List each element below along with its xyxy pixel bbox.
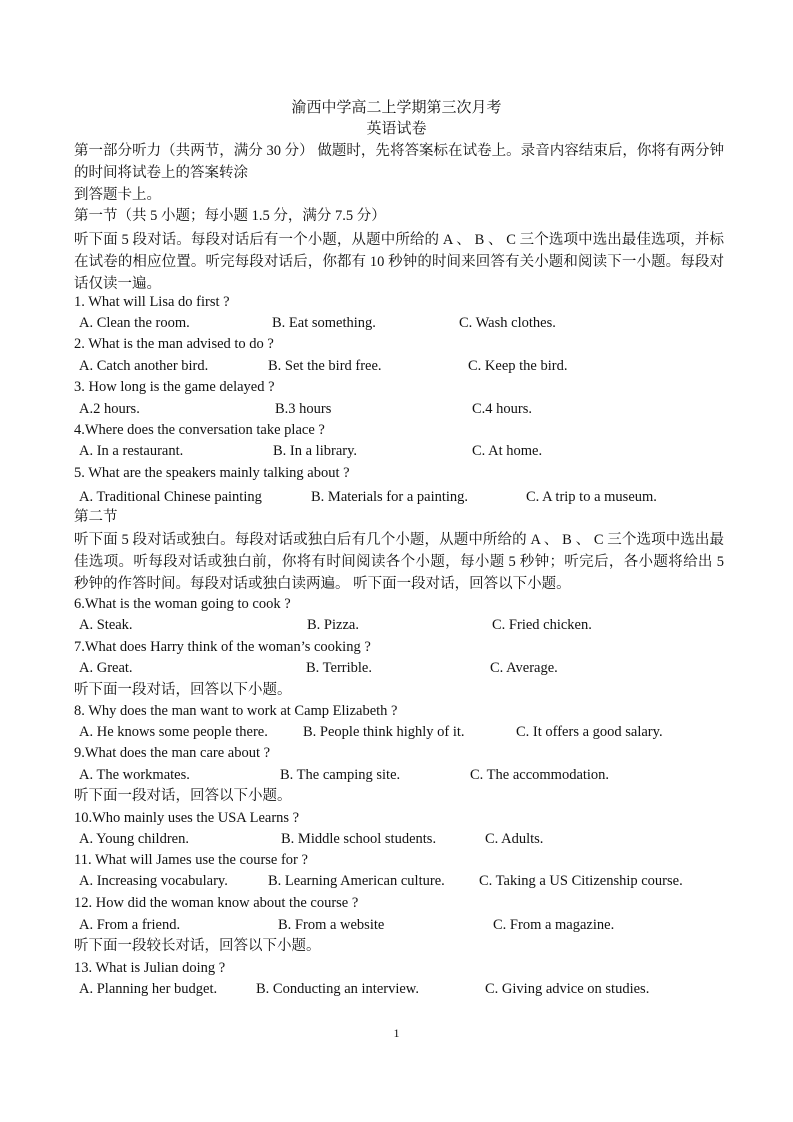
part1-continuation: 到答题卡上。 (74, 187, 161, 203)
listen-prompt: 听下面一段对话，回答以下小题。 (74, 788, 292, 804)
question-stem: 13. What is Julian doing ? (74, 960, 226, 976)
option-a: A. Catch another bird. (79, 358, 209, 374)
option-c: C. Average. (490, 660, 558, 676)
option-c: C. Taking a US Citizenship course. (479, 873, 683, 889)
option-a: A. In a restaurant. (79, 443, 184, 459)
option-c: C. Keep the bird. (468, 358, 568, 374)
listen-prompt: 听下面一段对话，回答以下小题。 (74, 682, 292, 698)
option-a: A. Great. (79, 660, 133, 676)
option-c: C. The accommodation. (470, 767, 610, 783)
option-a: A.2 hours. (79, 401, 140, 417)
question-stem: 5. What are the speakers mainly talking about ? (74, 465, 350, 481)
option-b: B. From a website (278, 917, 385, 933)
exam-subtitle: 英语试卷 (366, 121, 427, 137)
question-stem: 1. What will Lisa do first ? (74, 294, 230, 310)
option-a: A. Increasing vocabulary. (79, 873, 228, 889)
option-c: C. Wash clothes. (459, 315, 556, 331)
option-c: C. It offers a good salary. (516, 724, 663, 740)
question-stem: 6.What is the woman going to cook ? (74, 596, 291, 612)
question-stem: 9.What does the man care about ? (74, 745, 271, 761)
option-b: B. Middle school students. (281, 831, 437, 847)
option-c: C. Giving advice on studies. (485, 981, 650, 997)
option-c: C.4 hours. (472, 401, 533, 417)
option-c: C. Adults. (485, 831, 544, 847)
listen-prompt: 听下面一段较长对话，回答以下小题。 (74, 938, 321, 954)
option-a: A. Young children. (79, 831, 189, 847)
option-a: A. From a friend. (79, 917, 181, 933)
question-stem: 11. What will James use the course for ? (74, 852, 308, 868)
option-a: A. Steak. (79, 617, 133, 633)
option-b: B. Conducting an interview. (256, 981, 419, 997)
option-b: B. Materials for a painting. (311, 489, 469, 505)
option-b: B.3 hours (275, 401, 332, 417)
page-number: 1 (393, 1026, 400, 1040)
part1-text: 第一部分听力（共两节，满分 30 分） 做题时，先将答案标在试卷上。录音内容结束后，你将有两分钟的时间将试卷上的答案转涂 (74, 143, 724, 181)
option-b: B. Set the bird free. (268, 358, 382, 374)
option-a: A. Traditional Chinese painting (79, 489, 262, 505)
question-stem: 8. Why does the man want to work at Camp Elizabeth ? (74, 703, 398, 719)
option-c: C. Fried chicken. (492, 617, 592, 633)
option-a: A. He knows some people there. (79, 724, 268, 740)
option-a: A. The workmates. (79, 767, 190, 783)
option-a: A. Clean the room. (79, 315, 190, 331)
question-stem: 4.Where does the conversation take place ? (74, 422, 325, 438)
option-b: B. Pizza. (307, 617, 359, 633)
option-b: B. People think highly of it. (303, 724, 465, 740)
section2-title: 第二节 (74, 509, 118, 525)
question-stem: 7.What does Harry think of the woman’s cooking ? (74, 639, 371, 655)
question-stem: 12. How did the woman know about the course ? (74, 895, 359, 911)
option-c: C. From a magazine. (493, 917, 615, 933)
question-stem: 3. How long is the game delayed ? (74, 379, 275, 395)
option-c: C. At home. (472, 443, 543, 459)
option-b: B. In a library. (273, 443, 358, 459)
exam-title: 渝西中学高二上学期第三次月考 (291, 100, 502, 116)
question-stem: 2. What is the man advised to do ? (74, 336, 274, 352)
option-b: B. Eat something. (272, 315, 376, 331)
option-a: A. Planning her budget. (79, 981, 218, 997)
option-b: B. Terrible. (306, 660, 372, 676)
section1-title: 第一节（共 5 小题；每小题 1.5 分，满分 7.5 分） (74, 208, 386, 224)
section2-instructions: 听下面 5 段对话或独白。每段对话或独白后有几个小题，从题中所给的 A 、 B 、 C 三个选项中选出最佳选项。听每段对话或独白前，你将有时间阅读各个小题，每小题 5 秒钟；听完后，各小题将给出 5 秒钟的作答时间。每段对话或独白读两遍。 听下面一段对话，回答以下小题。 (74, 532, 724, 592)
section1-instructions: 听下面 5 段对话。每段对话后有一个小题，从题中所给的 A 、 B 、 C 三个选项中选出最佳选项，并标在试卷的相应位置。听完每段对话后，你都有 10 秒钟的时间来回答有关小题和阅读下一小题。每段对话仅读一遍。 (74, 232, 724, 292)
option-c: C. A trip to a museum. (526, 489, 657, 505)
option-b: B. Learning American culture. (268, 873, 445, 889)
question-stem: 10.Who mainly uses the USA Learns ? (74, 810, 300, 826)
option-b: B. The camping site. (280, 767, 401, 783)
